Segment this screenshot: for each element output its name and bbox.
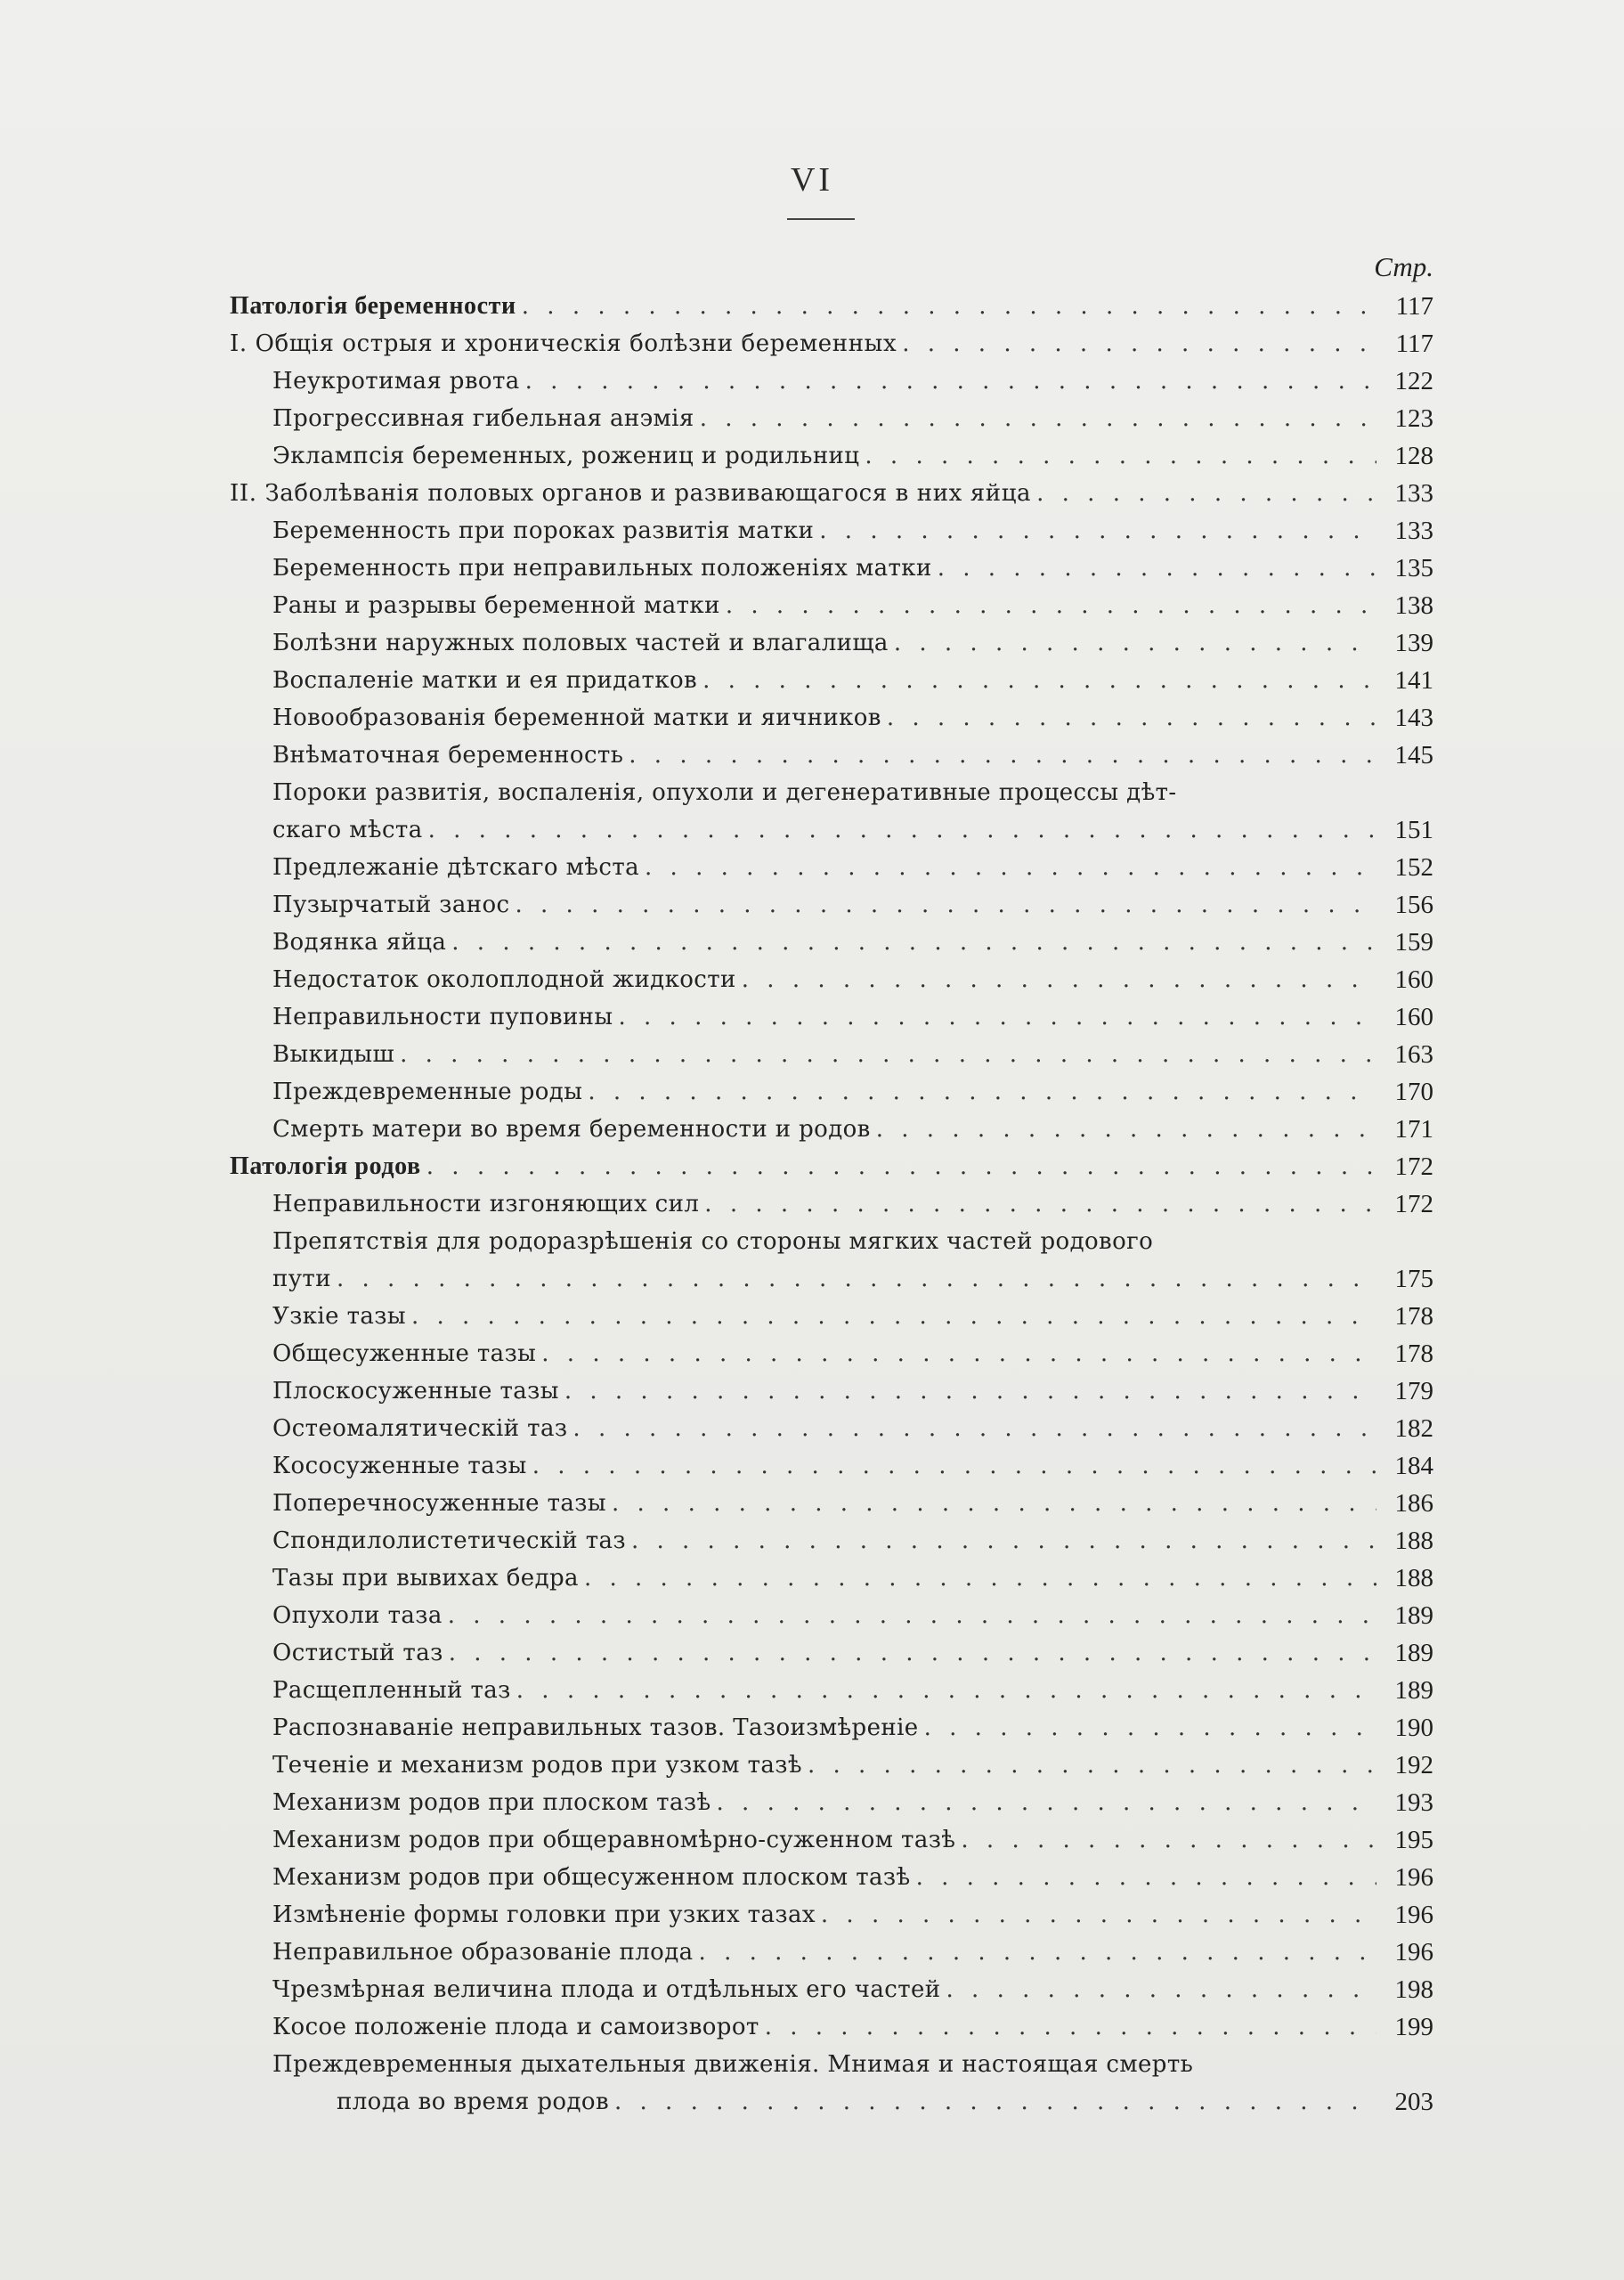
toc-dot-leader — [876, 1111, 1376, 1148]
toc-entry-title: Неправильности пуповины — [272, 1004, 613, 1030]
toc-entry-page: 170 — [1394, 1078, 1433, 1106]
toc-entry-page: 152 — [1394, 853, 1433, 882]
toc-entry-page: 151 — [1394, 816, 1433, 844]
toc-dot-leader — [411, 1298, 1376, 1335]
toc-entry-page: 122 — [1394, 367, 1433, 395]
toc-dot-leader — [645, 849, 1376, 886]
toc-entry — [230, 1672, 1433, 1709]
toc-entry-page: 186 — [1394, 1489, 1433, 1518]
toc-entry — [230, 288, 1433, 325]
toc-dot-leader — [742, 961, 1376, 998]
toc-entry — [230, 512, 1433, 550]
toc-entry — [230, 400, 1433, 437]
toc-entry — [230, 1335, 1433, 1372]
toc-entry-title: Косое положеніе плода и самоизворот — [272, 2014, 759, 2040]
toc-entry-page: 182 — [1394, 1414, 1433, 1443]
toc-dot-leader — [451, 924, 1376, 961]
toc-entry-page: 128 — [1394, 442, 1433, 470]
toc-dot-leader — [588, 1073, 1376, 1111]
toc-entry — [230, 1111, 1433, 1148]
toc-entry-title: Пороки развитія, воспаленія, опухоли и дегенеративные процессы дѣт- — [272, 779, 1177, 806]
table-of-contents — [230, 288, 1433, 2121]
toc-entry — [230, 1934, 1433, 1971]
toc-entry — [230, 2008, 1433, 2046]
toc-entry-title: Остеомалятическій таз — [272, 1415, 568, 1442]
toc-entry-title: Кососуженные тазы — [272, 1453, 527, 1479]
toc-entry-page: 192 — [1394, 1751, 1433, 1779]
toc-entry-title: Смерть матери во время беременности и родов — [272, 1116, 871, 1143]
toc-entry — [230, 624, 1433, 662]
toc-entry-page: 178 — [1394, 1340, 1433, 1368]
toc-dot-leader — [516, 1672, 1376, 1709]
toc-dot-leader — [428, 811, 1376, 849]
toc-dot-leader — [572, 1410, 1376, 1447]
toc-entry — [230, 1859, 1433, 1896]
toc-entry-page: 156 — [1394, 891, 1433, 919]
toc-dot-leader — [699, 1934, 1376, 1971]
toc-dot-leader — [704, 1185, 1376, 1223]
toc-dot-leader — [631, 1522, 1376, 1559]
toc-dot-leader — [532, 1447, 1376, 1485]
toc-entry — [230, 1260, 1433, 1298]
toc-entry — [230, 1784, 1433, 1821]
toc-dot-leader — [894, 624, 1376, 662]
toc-entry-title: Механизм родов при общесуженном плоском тазѣ — [272, 1864, 911, 1891]
toc-dot-leader — [525, 362, 1376, 400]
toc-dot-leader — [426, 1148, 1376, 1185]
page-column-header: Стр. — [1374, 251, 1433, 282]
toc-entry — [230, 998, 1433, 1036]
toc-entry-page: 163 — [1394, 1040, 1433, 1069]
toc-entry-page: 135 — [1394, 554, 1433, 582]
toc-dot-leader — [924, 1709, 1376, 1747]
toc-entry-title: Неукротимая рвота — [272, 368, 520, 395]
toc-dot-leader — [700, 400, 1376, 437]
toc-entry-title: Патологія беременности — [230, 292, 516, 320]
toc-entry — [230, 924, 1433, 961]
toc-entry-page: 159 — [1394, 928, 1433, 957]
toc-entry-page: 196 — [1394, 1863, 1433, 1892]
toc-entry-title: Болѣзни наружных половых частей и влагалища — [272, 630, 889, 656]
toc-entry-page: 160 — [1394, 965, 1433, 994]
page-number-rule — [787, 218, 855, 220]
toc-dot-leader — [961, 1821, 1376, 1859]
toc-entry-title: Препятствія для родоразрѣшенія со стороны мягких частей родового — [272, 1228, 1154, 1255]
toc-dot-leader — [1036, 475, 1376, 512]
toc-entry — [230, 1148, 1433, 1185]
toc-entry-page: 133 — [1394, 517, 1433, 545]
toc-entry-title: Остистый таз — [272, 1640, 443, 1666]
toc-entry-title: Воспаленіе матки и ея придатков — [272, 667, 698, 694]
toc-dot-leader — [541, 1335, 1376, 1372]
toc-entry — [230, 1522, 1433, 1559]
toc-dot-leader — [612, 1485, 1376, 1522]
toc-entry — [230, 362, 1433, 400]
toc-dot-leader — [629, 737, 1376, 774]
toc-entry-title: Поперечносуженные тазы — [272, 1490, 606, 1517]
toc-entry-title: Распознаваніе неправильных тазов. Тазоизмѣреніе — [272, 1714, 919, 1741]
toc-dot-leader — [619, 998, 1377, 1036]
toc-entry-page: 188 — [1394, 1564, 1433, 1592]
toc-entry-page: 172 — [1394, 1152, 1433, 1181]
toc-dot-leader — [400, 1036, 1376, 1073]
toc-entry-title: Теченіе и механизм родов при узком тазѣ — [272, 1752, 802, 1779]
toc-entry-page: 123 — [1394, 404, 1433, 433]
page-number: VI — [790, 161, 834, 199]
toc-entry-title: скаго мѣста — [272, 817, 423, 843]
toc-entry-title: II. Заболѣванія половых органов и развивающагося в них яйца — [230, 480, 1032, 507]
toc-dot-leader — [522, 288, 1376, 325]
toc-entry-title: Плоскосуженные тазы — [272, 1378, 559, 1405]
toc-entry-page: 117 — [1395, 292, 1433, 321]
toc-entry — [230, 1559, 1433, 1597]
toc-entry-page: 160 — [1394, 1003, 1433, 1031]
toc-entry — [230, 1447, 1433, 1485]
toc-entry-title: плода во время родов — [337, 2089, 609, 2115]
toc-entry-title: Внѣматочная беременность — [272, 742, 624, 769]
toc-entry — [230, 437, 1433, 475]
toc-entry-page: 189 — [1394, 1676, 1433, 1705]
toc-entry — [230, 475, 1433, 512]
toc-dot-leader — [449, 1634, 1376, 1672]
toc-entry — [230, 849, 1433, 886]
toc-entry — [230, 1634, 1433, 1672]
toc-entry — [230, 550, 1433, 587]
toc-dot-leader — [865, 437, 1376, 475]
toc-entry-page: 195 — [1394, 1826, 1433, 1854]
toc-entry-title: Предлежаніе дѣтскаго мѣста — [272, 854, 640, 881]
toc-entry-title: Раны и разрывы беременной матки — [272, 592, 720, 619]
toc-entry-title: Недостаток околоплодной жидкости — [272, 966, 736, 993]
toc-entry-page: 188 — [1394, 1527, 1433, 1555]
toc-entry-title: Водянка яйца — [272, 929, 447, 956]
toc-dot-leader — [337, 1260, 1376, 1298]
toc-entry — [230, 1709, 1433, 1747]
toc-entry-page: 203 — [1394, 2088, 1433, 2116]
toc-entry-title: Опухоли таза — [272, 1602, 443, 1629]
toc-entry-page: 133 — [1394, 479, 1433, 508]
toc-entry — [230, 811, 1433, 849]
toc-entry — [230, 1485, 1433, 1522]
toc-dot-leader — [726, 587, 1376, 624]
toc-entry-page: 190 — [1394, 1714, 1433, 1742]
toc-entry-page: 196 — [1394, 1901, 1433, 1929]
toc-dot-leader — [584, 1559, 1376, 1597]
toc-entry-title: Преждевременныя дыхательныя движенія. Мнимая и настоящая смерть — [272, 2051, 1194, 2078]
toc-entry-page: 138 — [1394, 591, 1433, 620]
toc-entry — [230, 1971, 1433, 2008]
toc-entry-title: Пузырчатый занос — [272, 892, 510, 918]
toc-entry — [230, 1747, 1433, 1784]
toc-entry — [230, 1036, 1433, 1073]
toc-entry-title: Механизм родов при плоском тазѣ — [272, 1789, 711, 1816]
toc-entry-title: Патологія родов — [230, 1152, 421, 1180]
toc-dot-leader — [717, 1784, 1376, 1821]
toc-entry-page: 196 — [1394, 1938, 1433, 1966]
toc-entry-title: Спондилолистетическій таз — [272, 1527, 626, 1554]
toc-entry-page: 141 — [1394, 666, 1433, 695]
toc-dot-leader — [902, 325, 1376, 362]
toc-dot-leader — [564, 1372, 1376, 1410]
toc-entry-title: Беременность при неправильных положеніях матки — [272, 555, 932, 582]
toc-entry — [230, 699, 1433, 737]
toc-entry-page: 189 — [1394, 1639, 1433, 1667]
toc-entry-page: 175 — [1394, 1265, 1433, 1293]
toc-entry-page: 172 — [1394, 1190, 1433, 1218]
toc-entry-page: 145 — [1394, 741, 1433, 770]
toc-entry-title: Новообразованія беременной матки и яичников — [272, 704, 881, 731]
toc-entry — [230, 1223, 1433, 1260]
toc-entry-title: Узкіе тазы — [272, 1303, 406, 1330]
toc-entry — [230, 1372, 1433, 1410]
toc-entry — [230, 1896, 1433, 1934]
toc-dot-leader — [808, 1747, 1376, 1784]
toc-dot-leader — [938, 550, 1376, 587]
toc-entry — [230, 1073, 1433, 1111]
toc-dot-leader — [887, 699, 1376, 737]
toc-dot-leader — [448, 1597, 1376, 1634]
toc-entry — [230, 662, 1433, 699]
toc-dot-leader — [765, 2008, 1376, 2046]
toc-entry — [230, 1298, 1433, 1335]
toc-entry — [230, 325, 1433, 362]
toc-entry-page: 184 — [1394, 1452, 1433, 1480]
toc-entry — [230, 587, 1433, 624]
toc-dot-leader — [946, 1971, 1376, 2008]
toc-entry — [230, 1597, 1433, 1634]
toc-dot-leader — [819, 512, 1376, 550]
toc-dot-leader — [515, 886, 1376, 924]
toc-entry-page: 139 — [1394, 629, 1433, 657]
toc-dot-leader — [916, 1859, 1376, 1896]
toc-entry-title: Общесуженные тазы — [272, 1340, 537, 1367]
toc-entry — [230, 2083, 1433, 2121]
toc-entry-page: 193 — [1394, 1788, 1433, 1817]
toc-entry-title: Эклампсія беременных, рожениц и родильниц — [272, 443, 860, 469]
toc-entry — [230, 1185, 1433, 1223]
toc-entry — [230, 1821, 1433, 1859]
toc-entry-title: I. Общія острыя и хроническія болѣзни беременных — [230, 330, 897, 357]
toc-entry — [230, 886, 1433, 924]
toc-entry-title: Механизм родов при общеравномѣрно-суженном тазѣ — [272, 1827, 956, 1853]
toc-dot-leader — [702, 662, 1376, 699]
toc-entry-page: 143 — [1394, 704, 1433, 732]
toc-entry-title: Неправильности изгоняющих сил — [272, 1191, 700, 1217]
toc-entry-page: 179 — [1394, 1377, 1433, 1405]
toc-entry — [230, 961, 1433, 998]
toc-entry-title: Прогрессивная гибельная анэмія — [272, 405, 694, 432]
toc-entry — [230, 737, 1433, 774]
toc-entry-page: 171 — [1394, 1115, 1433, 1144]
toc-entry-title: Неправильное образованіе плода — [272, 1939, 694, 1966]
toc-entry-title: Беременность при пороках развитія матки — [272, 517, 815, 544]
toc-entry-title: Расщепленный таз — [272, 1677, 511, 1704]
toc-entry-page: 198 — [1394, 1975, 1433, 2004]
toc-dot-leader — [821, 1896, 1376, 1934]
toc-entry — [230, 1410, 1433, 1447]
toc-entry — [230, 2046, 1433, 2083]
toc-entry-page: 199 — [1394, 2013, 1433, 2041]
toc-entry-page: 178 — [1394, 1302, 1433, 1331]
toc-entry-title: Преждевременные роды — [272, 1079, 583, 1105]
toc-entry-page: 189 — [1394, 1601, 1433, 1630]
toc-entry — [230, 774, 1433, 811]
toc-entry-title: пути — [272, 1266, 331, 1292]
toc-entry-title: Выкидыш — [272, 1041, 395, 1068]
toc-dot-leader — [614, 2083, 1376, 2121]
toc-entry-title: Тазы при вывихах бедра — [272, 1565, 579, 1592]
toc-entry-title: Чрезмѣрная величина плода и отдѣльных его частей — [272, 1976, 941, 2003]
toc-entry-title: Измѣненіе формы головки при узких тазах — [272, 1901, 816, 1928]
toc-entry-page: 117 — [1395, 330, 1433, 358]
